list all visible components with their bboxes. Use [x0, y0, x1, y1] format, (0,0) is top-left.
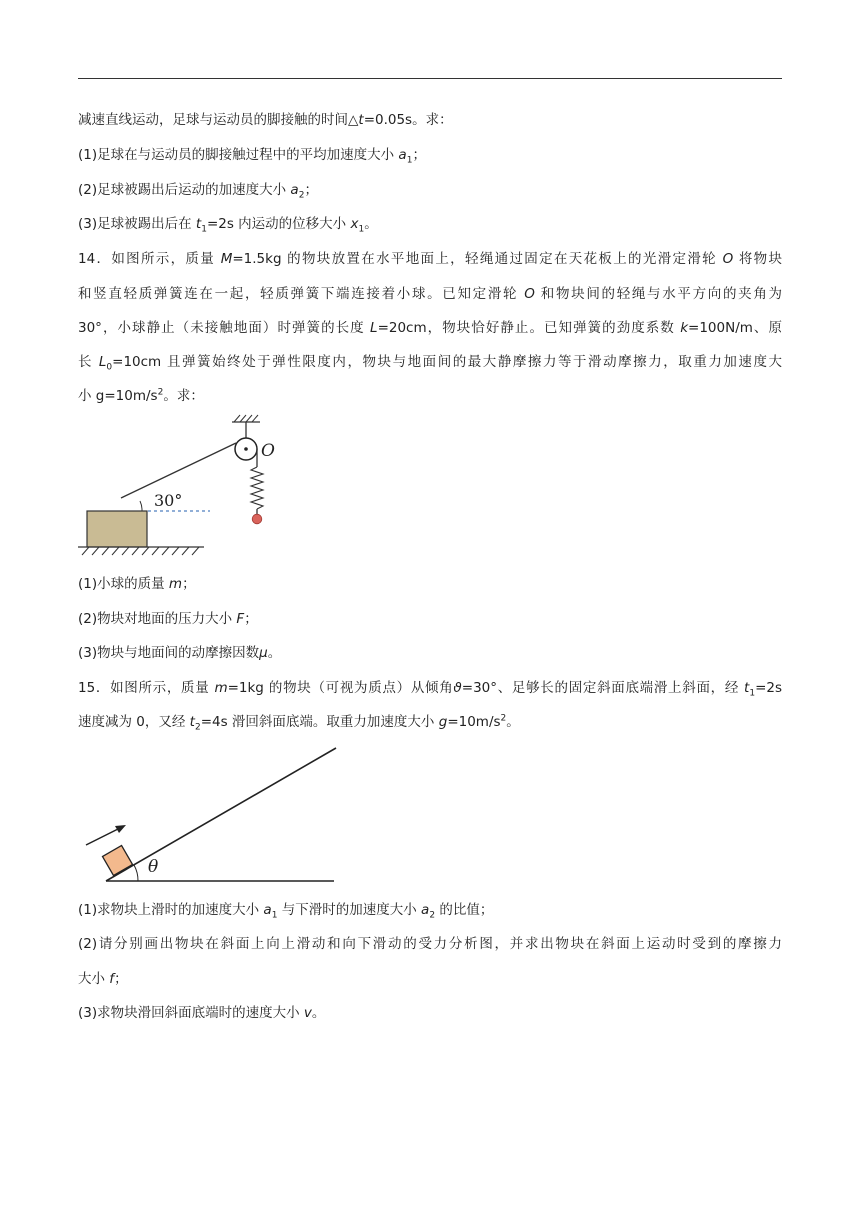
rope: [121, 443, 236, 498]
ceiling-hatch: [234, 415, 258, 422]
q13-intro-line: 减速直线运动，足球与运动员的脚接触的时间△t=0.05s。求：: [78, 112, 453, 128]
block: [87, 511, 147, 547]
ball: [252, 514, 262, 524]
q15-part-2-line-2: 大小 f；: [78, 971, 128, 987]
incline-angle-label: θ: [148, 857, 159, 877]
q15-part-2-line-1: (2)请分别画出物块在斜面上向上滑动和向下滑动的受力分析图，并求出物块在斜面上运动时受到的摩擦力: [78, 936, 782, 952]
q13-part-3: (3)足球被踢出后在 $t_1=2s$ 内运动的位移大小 $x_1$。: [78, 216, 378, 235]
q13-part-2: (2)足球被踢出后运动的加速度大小 $a_2$；: [78, 182, 318, 201]
q14-part-1: (1)小球的质量 m；: [78, 576, 196, 592]
q14-line-1: 14．如图所示，质量 M=1.5kg 的物块放置在水平地面上，轻绳通过固定在天花板上的光滑定滑轮 O 将物块: [78, 251, 783, 267]
q13-part-1: (1)足球在与运动员的脚接触过程中的平均加速度大小 $a_1$；: [78, 147, 426, 166]
q15-incline-figure: [78, 744, 348, 890]
pulley-label: O: [261, 441, 275, 461]
q14-line-5: 小 $g=10m/s^2$。求：: [78, 387, 204, 404]
ground-hatch: [82, 547, 199, 555]
q14-part-2: (2)物块对地面的压力大小 F；: [78, 611, 258, 627]
incline-angle-arc: [134, 865, 138, 881]
sliding-block: [103, 845, 133, 875]
q14-line-3: 30°，小球静止（未接触地面）时弹簧的长度 L=20cm，物块恰好静止。已知弹簧的劲度系数 k=100N/m、原: [78, 320, 782, 336]
angle-arc: [140, 501, 142, 511]
q14-line-2: 和竖直轻质弹簧连在一起，轻质弹簧下端连接着小球。已知定滑轮 O 和物块间的轻绳与水平方向的夹角为: [78, 286, 782, 302]
incline: [106, 748, 336, 881]
q14-line-4: 长 $L_0=10cm$ 且弹簧始终处于弹性限度内，物块与地面间的最大静摩擦力等于滑动摩擦力，取重力加速度大: [78, 354, 782, 373]
header-rule: [78, 78, 782, 79]
motion-arrow-shaft: [86, 828, 120, 845]
angle-label: 30°: [154, 491, 183, 510]
q14-pulley-figure: [76, 412, 275, 558]
q15-line-2: 速度减为 0，又经 $t_2=4s$ 滑回斜面底端。取重力加速度大小 $g=10m/s^2$。: [78, 713, 520, 733]
spring: [251, 467, 263, 509]
q15-part-1: (1)求物块上滑时的加速度大小 $a_1$ 与下滑时的加速度大小 $a_2$ 的比值；: [78, 902, 494, 921]
q15-part-3: (3)求物块滑回斜面底端时的速度大小 v。: [78, 1005, 326, 1021]
pulley-axle: [244, 447, 248, 451]
q15-line-1: 15．如图所示，质量 m=1kg 的物块（可视为质点）从倾角ϑ=30°、足够长的固定斜面底端滑上斜面，经 $t_1=2s$: [78, 680, 782, 699]
q14-part-3: (3)物块与地面间的动摩擦因数μ。: [78, 645, 282, 661]
